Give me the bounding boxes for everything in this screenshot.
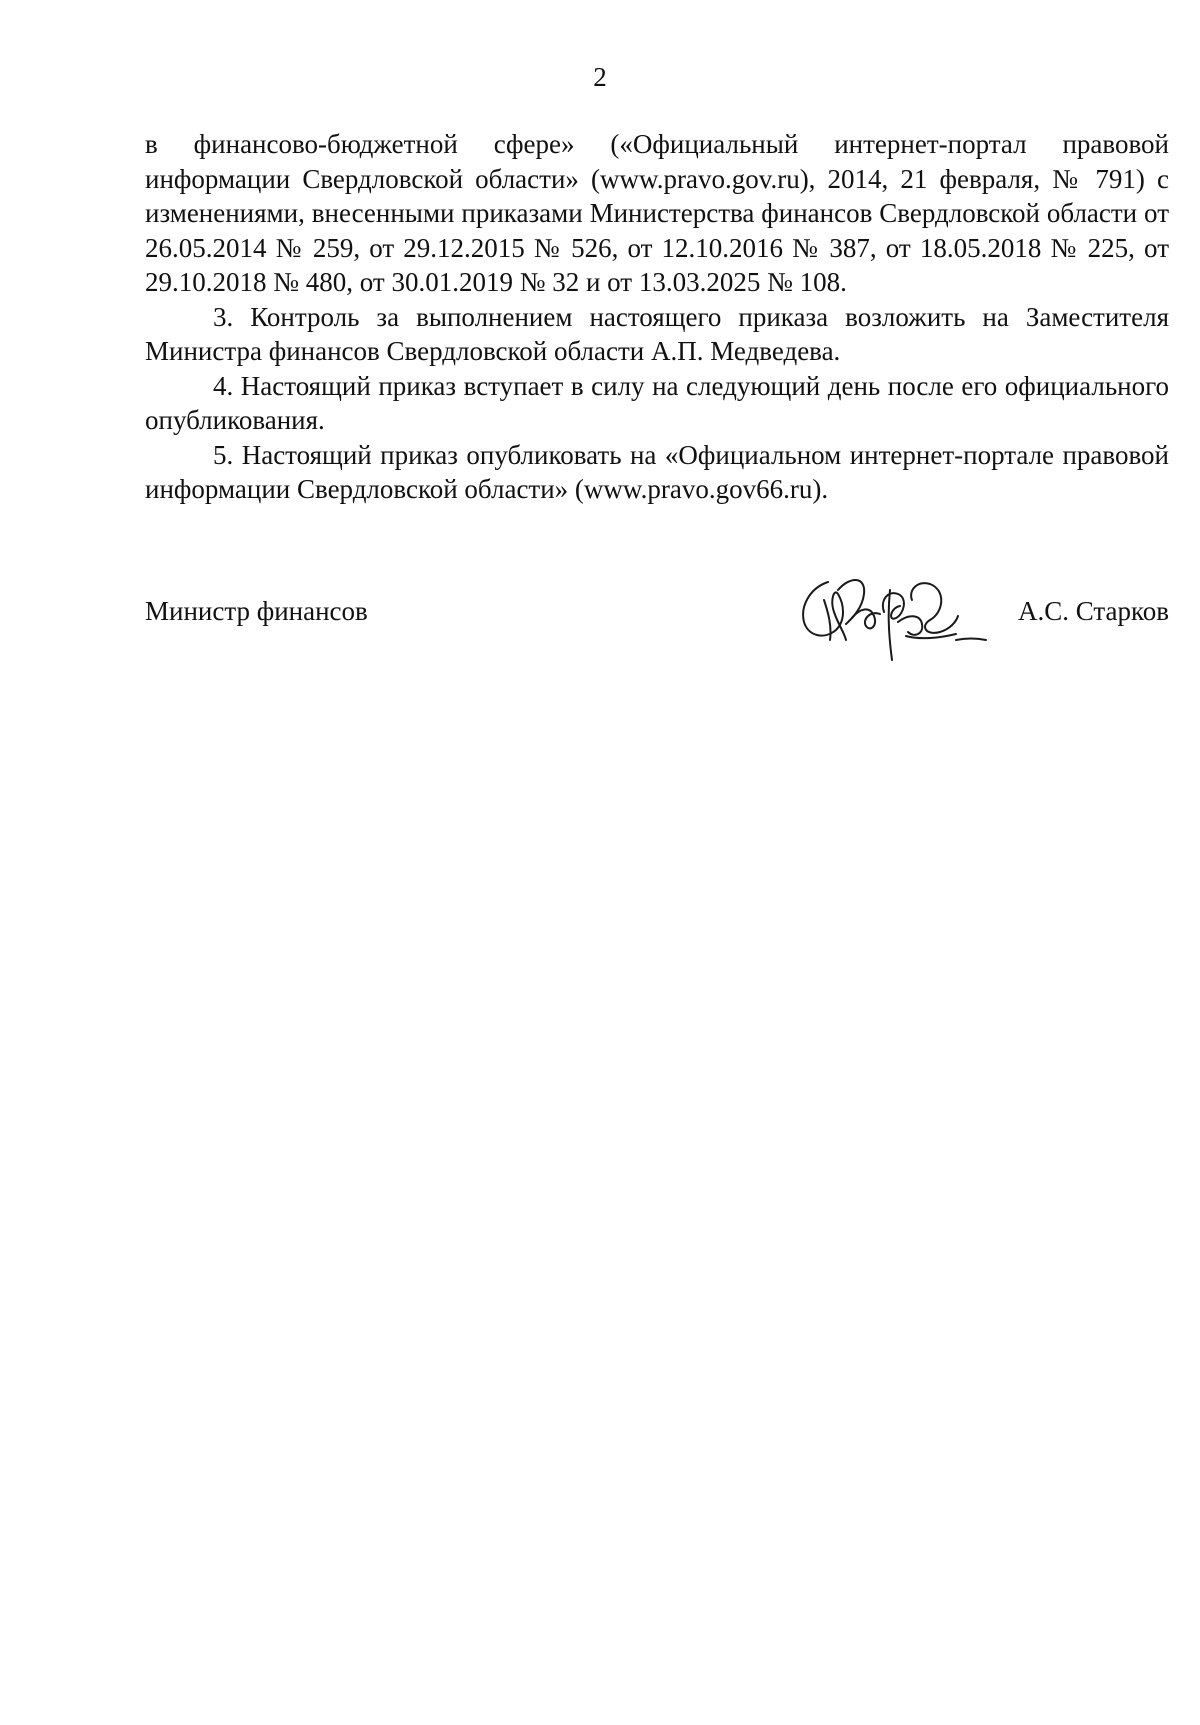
signature-block [145,560,1169,670]
paragraph-item-3: 3. Контроль за выполнением настоящего приказа возложить на Заместителя Министра финансов Свердловской области А.П. Медведева. [145,301,1169,366]
page-number: 2 [593,62,607,92]
signer-position: Министр финансов [145,596,368,626]
handwritten-signature-icon [780,560,990,670]
paragraph-continuation: в финансово-бюджетной сфере» («Официальный интернет-портал правовой информации Свердловской области» (www.pravo.gov.ru), 2014, 21 февраля, № 791) с изменениями, внесенными приказами Министерства финансов Свердловской области от 26.05.2014 № 259, от 29.12.2015 № 526, от 12.10.2016 № 387, от 18.05.2018 № 225, от 29.10.2018 № 480, от 30.01.2019 № 32 и от 13.03.2025 № 108. [145,129,1169,297]
document-body [145,127,1169,507]
paragraph-item-4: 4. Настоящий приказ вступает в силу на следующий день после его официального опубликования. [145,370,1169,435]
signer-name: А.С. Старков [1017,596,1169,626]
paragraph-item-5: 5. Настоящий приказ опубликовать на «Официальном интернет-портале правовой информации Свердловской области» (www.pravo.gov66.ru). [145,439,1169,504]
